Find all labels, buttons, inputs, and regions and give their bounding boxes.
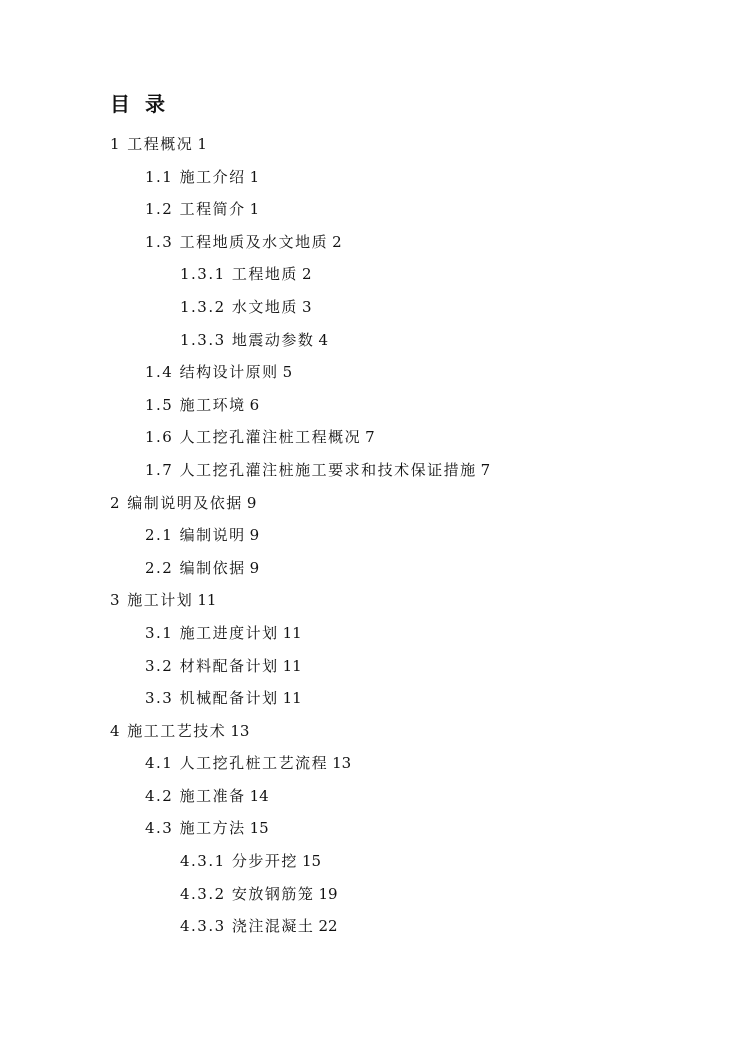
toc-entry-text: 1.2 工程简介 [145,200,246,219]
toc-entry[interactable] [0,619,744,652]
toc-entry-page: 7 [480,460,491,479]
toc-entry[interactable] [0,423,744,456]
toc-entry-text: 1.1 施工介绍 [145,167,246,186]
toc-entry-page: 2 [301,265,312,284]
toc-entry[interactable] [0,195,744,228]
toc-title: 目 录 [110,92,169,116]
toc-entry[interactable] [0,456,744,489]
toc-entry-page: 13 [230,721,250,740]
toc-entry[interactable] [0,652,744,685]
toc-list [0,130,744,945]
toc-entry-page: 1 [197,135,207,153]
toc-entry[interactable] [0,782,744,815]
toc-entry-text: 4 施工工艺技术 [110,721,227,740]
toc-entry-text: 1.3.1 工程地质 [180,265,298,284]
toc-entry-page: 11 [282,689,302,708]
toc-entry-page: 1 [249,200,260,219]
toc-entry-text: 3.2 材料配备计划 [145,656,279,675]
toc-entry-text: 3.3 机械配备计划 [145,689,279,708]
toc-entry[interactable] [0,749,744,782]
toc-entry-text: 1.3 工程地质及水文地质 [145,232,329,251]
toc-entry-page: 9 [249,526,260,545]
toc-entry-text: 4.3.2 安放钢筋笼 [180,884,315,903]
toc-entry-text: 1.3.2 水文地质 [180,297,298,316]
toc-entry-page: 19 [318,884,338,903]
toc-entry[interactable] [0,358,744,391]
toc-entry-text: 1.7 人工挖孔灌注桩施工要求和技术保证措施 [145,460,477,479]
toc-entry-text: 1.4 结构设计原则 [145,363,279,382]
toc-entry-page: 13 [332,754,352,773]
toc-entry[interactable] [0,684,744,717]
toc-entry[interactable] [0,391,744,424]
toc-entry-page: 4 [318,330,328,349]
toc-entry[interactable] [0,554,744,587]
toc-entry-text: 2 编制说明及依据 [110,493,243,512]
toc-entry-text: 1.5 施工环境 [145,395,246,414]
toc-entry-page: 3 [301,297,312,316]
toc-entry-text: 4.1 人工挖孔桩工艺流程 [145,754,329,773]
toc-entry-page: 9 [246,493,257,512]
toc-entry-text: 4.3.1 分步开挖 [180,852,298,871]
toc-entry-page: 22 [318,917,338,936]
toc-entry-text: 1.6 人工挖孔灌注桩工程概况 [145,428,362,447]
toc-entry[interactable] [0,880,744,913]
toc-entry-text: 1.3.3 地震动参数 [180,330,315,349]
toc-entry-text: 4.3.3 浇注混凝土 [180,917,315,936]
toc-entry-page: 14 [249,786,269,805]
toc-entry-text: 4.3 施工方法 [145,819,246,838]
toc-entry-page: 1 [249,167,260,186]
toc-entry-page: 11 [197,591,217,610]
toc-entry-text: 3 施工计划 [110,591,194,610]
toc-entry[interactable] [0,717,744,750]
toc-entry[interactable] [0,163,744,196]
toc-entry[interactable] [0,326,744,359]
toc-entry-text: 4.2 施工准备 [145,786,246,805]
toc-entry-page: 11 [282,623,302,642]
toc-entry[interactable] [0,260,744,293]
toc-entry-page: 11 [282,656,302,675]
toc-entry[interactable] [0,521,744,554]
toc-entry-page: 15 [249,819,269,838]
toc-entry[interactable] [0,912,744,945]
toc-entry[interactable] [0,130,744,163]
toc-entry[interactable] [0,293,744,326]
toc-entry[interactable] [0,586,744,619]
toc-entry-page: 15 [301,852,322,871]
toc-entry-text: 2.2 编制依据 [145,558,246,577]
toc-entry-page: 6 [249,395,260,414]
toc-entry-text: 2.1 编制说明 [145,526,246,545]
toc-entry[interactable] [0,489,744,522]
toc-entry-text: 3.1 施工进度计划 [145,623,279,642]
toc-entry-page: 2 [332,232,342,251]
toc-entry-page: 5 [282,363,293,382]
toc-entry[interactable] [0,847,744,880]
toc-entry-text: 1 工程概况 [110,135,194,153]
toc-entry[interactable] [0,228,744,261]
toc-entry-page: 9 [249,558,260,577]
toc-entry-page: 7 [365,428,375,447]
toc-entry[interactable] [0,814,744,847]
